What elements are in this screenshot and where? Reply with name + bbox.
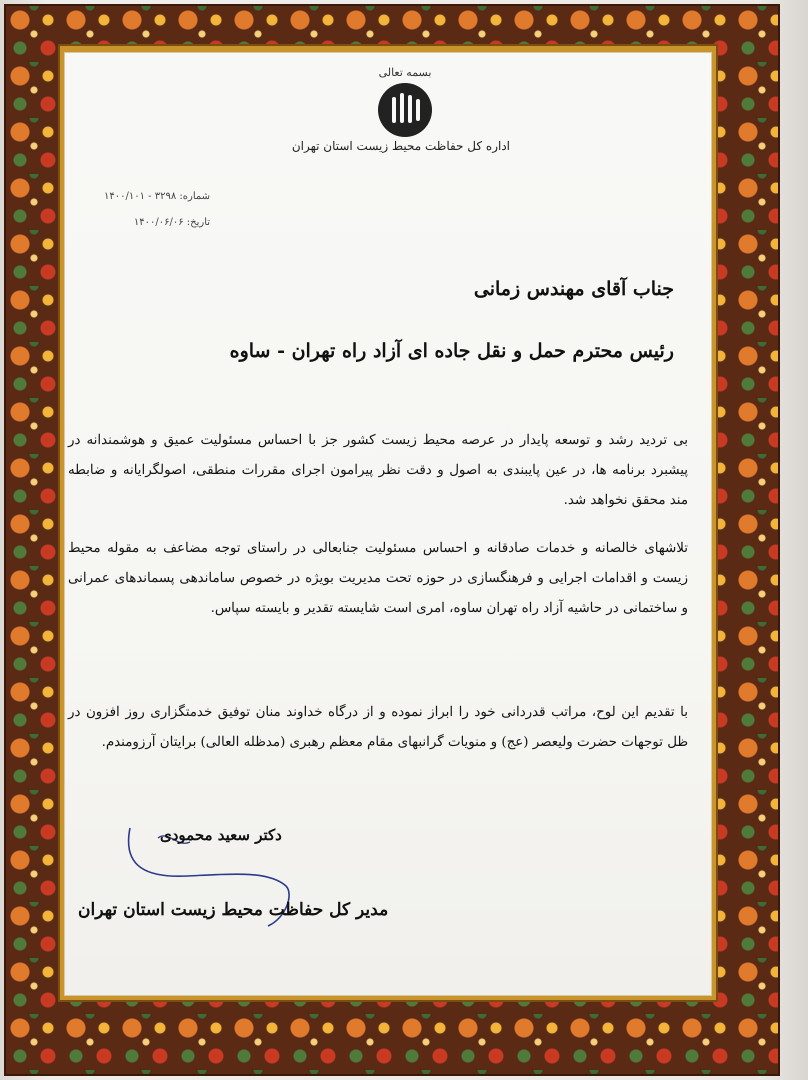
letter-date: تاریخ: ۱۴۰۰/۰۶/۰۶	[133, 217, 211, 228]
signatory-title: مدیر کل حفاظت محیط زیست استان تهران	[78, 900, 389, 920]
signatory-name: دکتر سعید محمودی	[160, 826, 282, 844]
paragraph-3: با تقدیم این لوح، مراتب قدردانی خود را ابراز نموده و از درگاه خداوند منان توفیق خدمتگزاری روز افزون در ظل توجهات حضرت ولیعصر (عج) و منویات گرانبهای مقام معظم رهبری (مدظله العالی) برایتان آرزومندم.	[68, 705, 688, 750]
recipient-title: رئیس محترم حمل و نقل جاده ای آزاد راه تهران - ساوه	[229, 340, 674, 362]
paragraph-2: تلاشهای خالصانه و خدمات صادقانه و احساس مسئولیت جنابعالی در راستای توجه مضاعف به مقوله محیط زیست و اقدامات اجرایی و فرهنگسازی در حوزه تحت مدیریت بویژه در خصوص ساماندهی پسماندهای عمرانی و ساختمانی در حاشیه آزاد راه تهران ساوه، امری است شایسته تقدیر و بایسته سپاس.	[68, 541, 688, 616]
letterhead	[291, 66, 510, 153]
basmala: بسمه تعالی	[378, 66, 432, 79]
letter-meta	[104, 184, 210, 236]
paragraph-1: بی تردید رشد و توسعه پایدار در عرصه محیط زیست کشور جز با احساس مسئولیت عمیق و هوشمندانه در پیشبرد برنامه ها، در عین پایبندی به اصول و دقت نظر پیرامون اجرای مقررات منطقی، اصولگرایانه و ضابطه مند محقق نخواهد شد.	[68, 433, 688, 508]
organization-name: اداره کل حفاظت محیط زیست استان تهران	[291, 139, 510, 153]
letter-number: شماره: ۳۲۹۸ - ۱۴۰۰/۱۰۱	[104, 191, 211, 202]
recipient-name: جناب آقای مهندس زمانی	[473, 278, 674, 300]
emblem-icon	[378, 83, 432, 137]
